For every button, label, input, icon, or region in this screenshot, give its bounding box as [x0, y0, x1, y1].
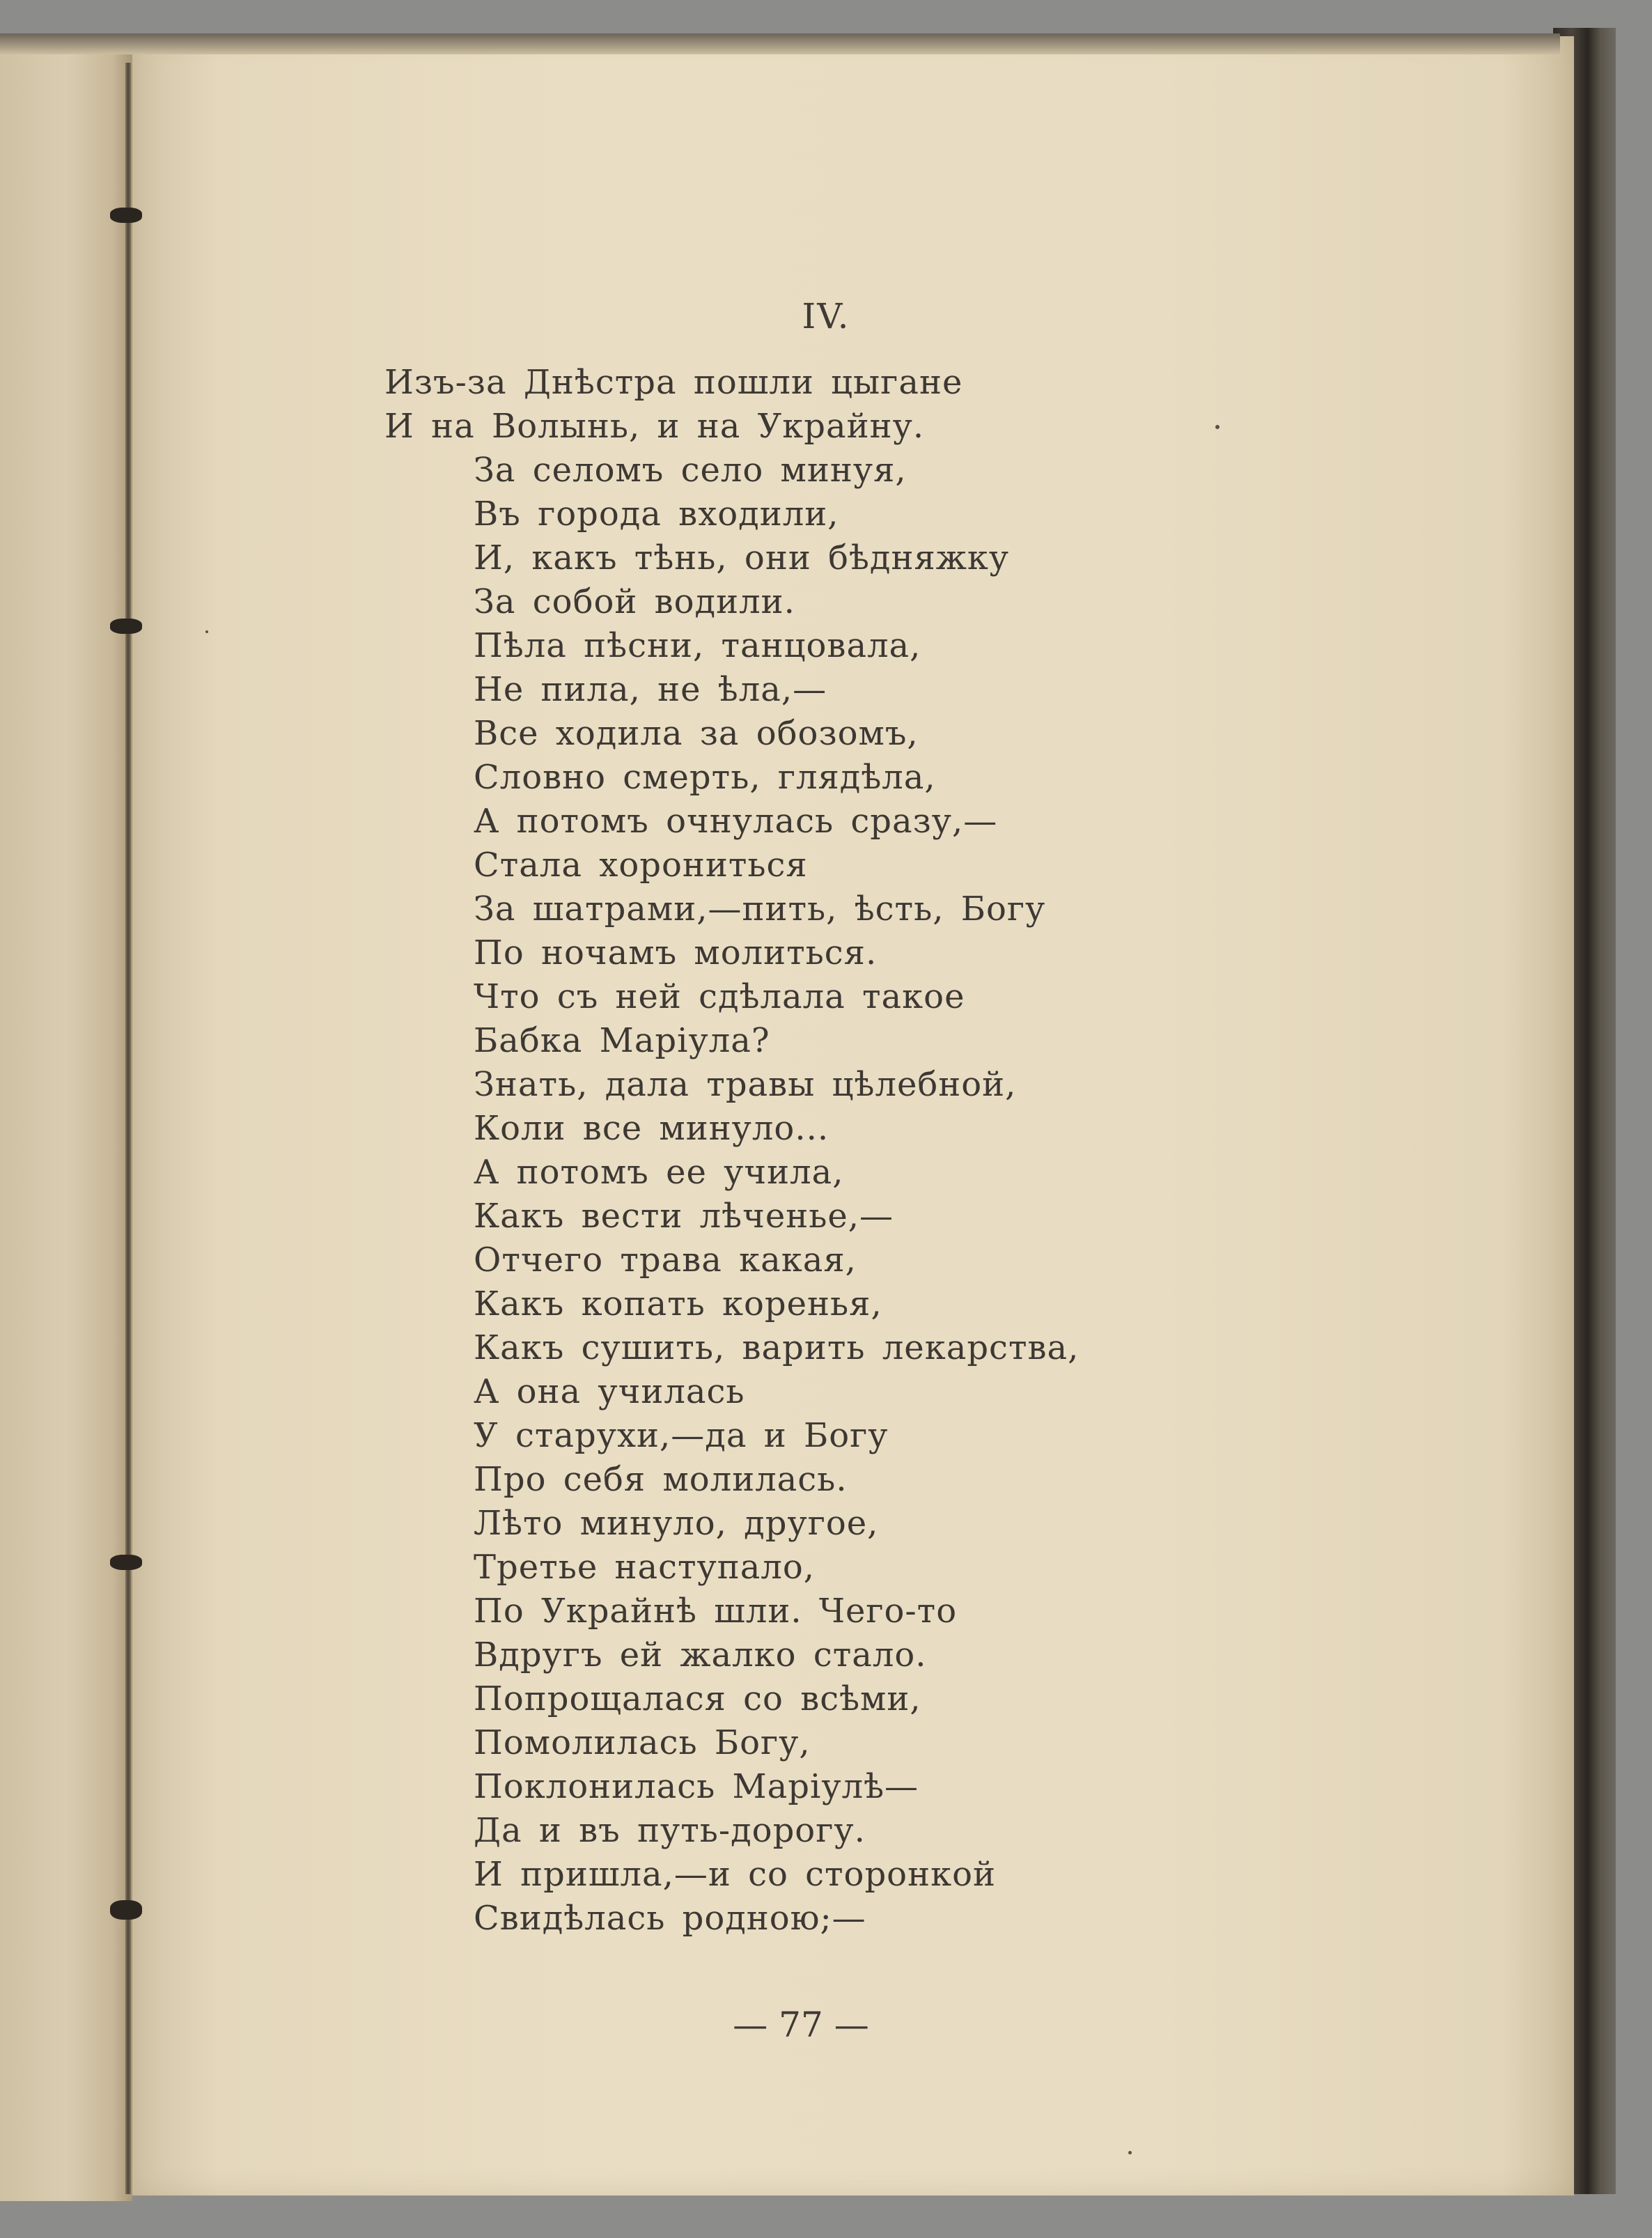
- poem-line: Лѣто минуло, другое,: [474, 1504, 879, 1543]
- poem-line: Бабка Маріула?: [474, 1021, 770, 1060]
- poem-line: По ночамъ молиться.: [474, 933, 878, 972]
- poem-line: Какъ сушить, варить лекарства,: [474, 1328, 1080, 1367]
- poem-line: Стала хорониться: [474, 846, 808, 885]
- poem-line: А она училась: [474, 1372, 745, 1411]
- poem-line: Пѣла пѣсни, танцовала,: [474, 626, 921, 665]
- paper-speck: [205, 630, 208, 633]
- binding-stitch: [110, 1555, 142, 1570]
- poem-line: У старухи,—да и Богу: [474, 1416, 889, 1455]
- poem-line: Изъ-за Днѣстра пошли цыгане: [384, 363, 963, 402]
- poem-line: Не пила, не ѣла,—: [474, 670, 827, 709]
- poem-text: [384, 361, 1079, 1941]
- paper-speck: [1215, 425, 1219, 429]
- poem-line: Знать, дала травы цѣлебной,: [474, 1065, 1017, 1104]
- binding-thread: [125, 63, 131, 2194]
- poem-line: За собой водили.: [474, 582, 795, 621]
- poem-line: Отчего трава какая,: [474, 1241, 857, 1280]
- section-heading: IV.: [802, 296, 850, 336]
- binding-stitch: [110, 619, 142, 634]
- poem-line: Помолилась Богу,: [474, 1723, 811, 1762]
- binding-stitch: [110, 208, 142, 223]
- poem-line: Третье наступало,: [474, 1548, 816, 1587]
- poem-line: По Украйнѣ шли. Чего-то: [474, 1592, 958, 1631]
- poem-line: Все ходила за обозомъ,: [474, 714, 919, 753]
- poem-line: И, какъ тѣнь, они бѣдняжку: [474, 538, 1010, 577]
- page-number: — 77 —: [733, 2005, 869, 2045]
- poem-line: Свидѣлась родною;—: [474, 1899, 866, 1938]
- poem-line: Вдругъ ей жалко стало.: [474, 1635, 927, 1674]
- poem-line: А потомъ ее учила,: [474, 1153, 844, 1192]
- binding-stitch: [110, 1900, 142, 1920]
- poem-line: Что съ ней сдѣлала такое: [474, 977, 965, 1016]
- poem-line: Какъ копать коренья,: [474, 1284, 882, 1323]
- poem-line: За селомъ село минуя,: [474, 451, 907, 490]
- poem-line: Да и въ путь-дорогу.: [474, 1811, 866, 1850]
- poem-line: Про себя молилась.: [474, 1460, 848, 1499]
- facing-page-edge: [0, 35, 132, 2201]
- poem-line: А потомъ очнулась сразу,—: [474, 802, 998, 841]
- poem-line: Въ города входили,: [474, 495, 839, 534]
- paper-speck: [1128, 2151, 1132, 2154]
- page-top-shadow: [0, 33, 1560, 54]
- poem-line: Коли все минуло...: [474, 1109, 829, 1148]
- poem-line: За шатрами,—пить, ѣсть, Богу: [474, 889, 1046, 928]
- poem-line: И на Волынь, и на Украйну.: [384, 407, 925, 446]
- poem-line: Словно смерть, глядѣла,: [474, 758, 936, 797]
- poem-line: Поклонилась Маріулѣ—: [474, 1767, 919, 1806]
- poem-line: И пришла,—и со сторонкой: [474, 1855, 996, 1894]
- poem-line: Какъ вести лѣченье,—: [474, 1197, 894, 1236]
- poem-line: Попрощалася со всѣми,: [474, 1679, 921, 1718]
